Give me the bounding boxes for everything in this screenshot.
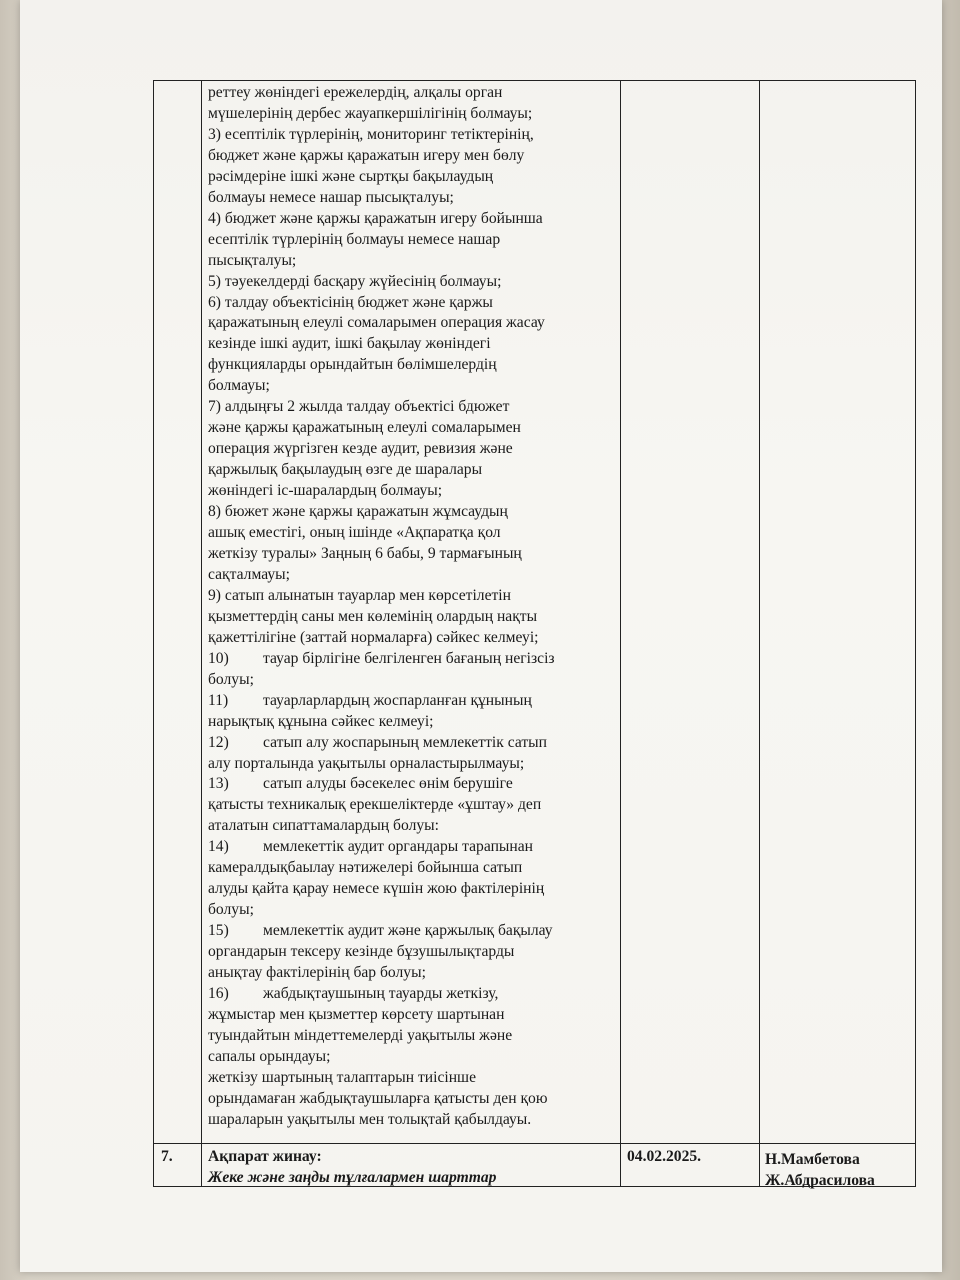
text-line: болмауы; [208,377,270,395]
numbered-line [208,816,623,837]
text-line: 9) сатып алынатын тауарлар мен көрсетілетін [208,586,511,604]
item-text: нарықтық құнына сәйкес келмеуі; [208,712,434,730]
table-border-left [153,80,154,1187]
numbered-line [208,1005,623,1026]
text-line: жеткізу туралы» Заңның 6 бабы, 9 тармағының [208,544,522,562]
item-number: 14) [208,838,229,856]
row-divider [153,1143,916,1144]
numbered-line [208,795,623,816]
item-number: 15) [208,922,229,940]
text-line: қызметтердің саны мен көлемінің олардың нақты [208,607,538,625]
text-line: 4) бюджет және қаржы қаражатын игеру бойынша [208,209,543,227]
item-text: қатысты техникалық ерекшеліктерде «ұштау» деп [208,796,542,814]
numbered-line [208,921,623,942]
text-line: 6) талдау объектісінің бюджет және қаржы [208,293,493,311]
plan-table [153,80,916,1187]
item-text: алуды қайта қарау немесе күшін жою фактілерінің [208,880,545,898]
text-line: ашық еместігі, оның ішінде «Ақпаратқа қол [208,524,501,542]
numbered-line [208,837,623,858]
numbered-line [208,942,623,963]
numbered-line [208,963,623,984]
item-text: сатып алуды бәсекелес өнім берушіге [263,775,513,793]
numbered-line [208,1089,623,1110]
numbered-line [208,1047,623,1068]
risk-factors-numbered [208,649,623,1131]
item-text: жабдықтаушының тауарды жеткізу, [263,984,499,1002]
item-number: 12) [208,733,229,751]
numbered-line [208,733,623,754]
item-text: аталатын сипаттамалардың болуы: [208,817,439,835]
text-line: кезінде ішкі аудит, ішкі бақылау жөніндегі [208,335,491,353]
numbered-line [208,858,623,879]
text-line: 8) бюжет және қаржы қаражатын жұмсаудың [208,503,508,521]
text-line: мүшелерінің дербес жауапкершілігінің болмауы; [208,104,533,122]
numbered-line [208,774,623,795]
item-text: жұмыстар мен қызметтер көрсету шартынан [208,1005,505,1023]
risk-factors-list [208,83,623,1131]
numbered-line [208,691,623,712]
item-text: жеткізу шартының талаптарын тиісінше [208,1068,476,1086]
numbered-line [208,649,623,670]
item-text: шараларын уақытылы мен толықтай қабылдауы. [208,1110,532,1128]
numbered-line [208,712,623,733]
item-text: тауар бірлігіне белгіленген бағаның негізсіз [263,649,555,667]
text-line: есептілік түрлерінің болмауы немесе нашар [208,230,501,248]
text-line: және қаржы қаражатының елеулі сомаларымен [208,419,521,437]
column-divider [201,80,202,1187]
responsible-person: Н.Мамбетова [765,1151,860,1168]
item-text: орындамаған жабдықтаушыларға қатысты ден қою [208,1089,548,1107]
item-text: мемлекеттік аудит органдары тарапынан [263,838,533,856]
item-text: тауарларлардың жоспарланған құнының [263,691,532,709]
table-border-right [915,80,916,1187]
deadline-date: 04.02.2025. [627,1148,702,1165]
text-line: бюджет және қаржы қаражатын игеру мен бөлу [208,146,525,164]
item-text: болуы; [208,670,254,688]
responsible-person: Ж.Абдрасилова [765,1172,875,1189]
numbered-line [208,754,623,775]
numbered-line [208,984,623,1005]
item-text: органдарын тексеру кезінде бұзушылықтарды [208,943,515,961]
text-line: пысықталуы; [208,251,297,269]
item-text: туындайтын міндеттемелерді уақытылы және [208,1026,513,1044]
text-line: операция жүргізген кезде аудит, ревизия және [208,440,513,458]
text-line: қажеттілігіне (заттай нормаларға) сәйкес келмеуі; [208,628,539,646]
text-line: 7) алдыңғы 2 жылда талдау объектісі бдюжет [208,398,510,416]
item-number: 11) [208,691,229,709]
item-text: камералдықбаылау нәтижелері бойынша сатып [208,859,523,877]
text-line: рәсімдеріне ішкі және сыртқы бақылаудың [208,167,494,185]
item-text: мемлекеттік аудит және қаржылық бақылау [263,922,553,940]
numbered-line [208,1026,623,1047]
table-border-top [153,80,916,81]
task-subtitle: Жеке және заңды тұлғалармен шарттар [208,1169,497,1186]
risk-factors-paragraph [208,83,623,649]
text-line: функцияларды орындайтын бөлімшелердің [208,356,497,374]
text-line: сақталмауы; [208,565,290,583]
item-text: сатып алу жоспарының мемлекеттік сатып [263,733,547,751]
item-text: алу порталында уақытылы орналастырылмауы; [208,754,525,772]
numbered-line [208,1110,623,1131]
text-line: реттеу жөніндегі ережелердің, алқалы орган [208,84,503,101]
numbered-line [208,670,623,691]
numbered-line [208,879,623,900]
item-text: болуы; [208,901,254,919]
numbered-line [208,1068,623,1089]
numbered-line [208,900,623,921]
task-title: Ақпарат жинау: [208,1148,322,1165]
document-page [20,0,942,1272]
item-number: 13) [208,775,229,793]
item-number: 10) [208,649,229,667]
row-number: 7. [161,1148,173,1165]
text-line: 5) тәуекелдерді басқару жүйесінің болмауы; [208,272,502,290]
text-line: 3) есептілік түрлерінің, мониторинг тетіктерінің, [208,125,534,143]
column-divider [759,80,760,1187]
text-line: қаражатының елеулі сомаларымен операция жасау [208,314,545,332]
text-line: болмауы немесе нашар пысықталуы; [208,188,454,206]
text-line: қаржылық бақылаудың өзге де шаралары [208,461,483,479]
item-text: сапалы орындауы; [208,1047,331,1065]
text-line: жөніндегі іс-шаралардың болмауы; [208,482,443,500]
item-number: 16) [208,984,229,1002]
item-text: анықтау фактілерінің бар болуы; [208,964,426,982]
